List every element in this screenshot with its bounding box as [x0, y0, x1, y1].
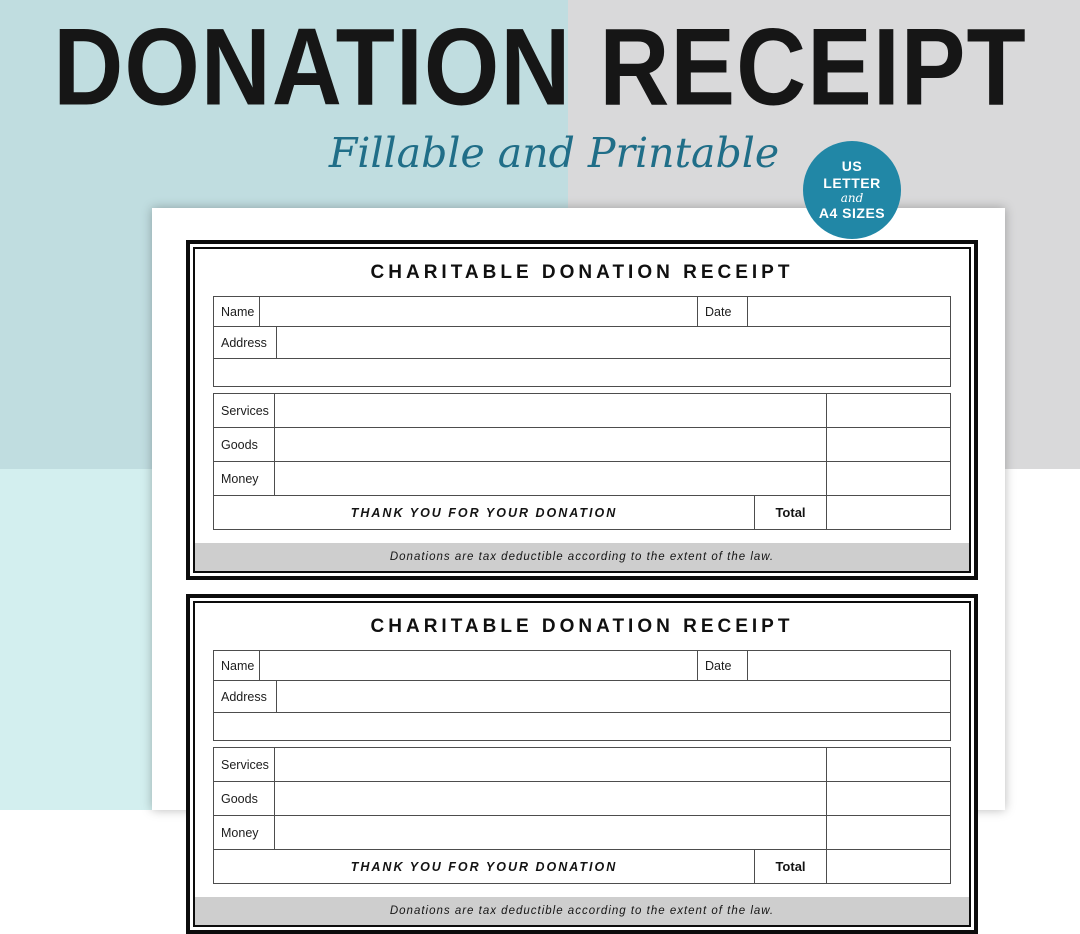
name-address-table: [213, 650, 951, 741]
total-amount-input[interactable]: [826, 496, 950, 529]
page-subtitle: Fillable and Printable: [328, 129, 780, 177]
goods-amount-input[interactable]: [826, 782, 950, 815]
address-input[interactable]: [276, 681, 950, 712]
money-input[interactable]: [274, 462, 826, 495]
name-label: Name: [221, 658, 255, 673]
date-input[interactable]: [747, 297, 950, 326]
total-row: [214, 495, 950, 529]
address-row-2: [214, 712, 950, 740]
money-label: Money: [221, 825, 259, 840]
name-date-row: [214, 651, 950, 680]
name-address-table: [213, 296, 951, 387]
date-input[interactable]: [747, 651, 950, 680]
name-label: Name: [221, 304, 255, 319]
total-label: Total: [754, 496, 826, 529]
money-amount-input[interactable]: [826, 462, 950, 495]
services-input[interactable]: [274, 748, 826, 781]
name-date-row: [214, 297, 950, 326]
goods-label: Goods: [221, 791, 258, 806]
thank-you-message: THANK YOU FOR YOUR DONATION: [350, 859, 618, 874]
address-row: [214, 326, 950, 358]
total-row: [214, 849, 950, 883]
address-input-line-2[interactable]: [214, 713, 950, 740]
services-input[interactable]: [274, 394, 826, 427]
page-title: DONATION RECEIPT: [53, 5, 1027, 129]
services-amount-input[interactable]: [826, 394, 950, 427]
name-input[interactable]: [259, 651, 697, 680]
goods-row: [214, 427, 950, 461]
badge-line-a4: A4 SIZES: [818, 204, 886, 221]
receipt-heading: CHARITABLE DONATION RECEIPT: [370, 616, 794, 637]
goods-label: Goods: [221, 437, 258, 452]
money-input[interactable]: [274, 816, 826, 849]
thank-you-message: THANK YOU FOR YOUR DONATION: [350, 505, 618, 520]
total-amount-input[interactable]: [826, 850, 950, 883]
receipt-sheet: [152, 208, 1005, 917]
goods-input[interactable]: [274, 782, 826, 815]
receipt-card-2-inner: [193, 601, 971, 927]
goods-amount-input[interactable]: [826, 428, 950, 461]
address-label: Address: [221, 689, 267, 704]
badge-line-letter: LETTER: [823, 175, 881, 191]
money-amount-input[interactable]: [826, 816, 950, 849]
date-label: Date: [697, 651, 747, 680]
tax-deductible-note: Donations are tax deductible according to the extent of the law.: [195, 897, 969, 925]
badge-line-and: and: [840, 190, 864, 205]
total-label: Total: [754, 850, 826, 883]
badge-line-us: US: [841, 158, 863, 175]
receipt-heading: CHARITABLE DONATION RECEIPT: [370, 262, 794, 283]
services-row: [214, 748, 950, 781]
services-label: Services: [221, 757, 269, 772]
services-amount-input[interactable]: [826, 748, 950, 781]
date-label: Date: [697, 297, 747, 326]
money-row: [214, 815, 950, 849]
goods-row: [214, 781, 950, 815]
items-table: [213, 393, 951, 530]
address-row: [214, 680, 950, 712]
tax-deductible-note: Donations are tax deductible according to the extent of the law.: [195, 543, 969, 571]
money-label: Money: [221, 471, 259, 486]
items-table: [213, 747, 951, 884]
address-input[interactable]: [276, 327, 950, 358]
money-row: [214, 461, 950, 495]
address-label: Address: [221, 335, 267, 350]
size-badge: [803, 141, 901, 239]
receipt-card-2: [186, 594, 978, 934]
services-row: [214, 394, 950, 427]
address-input-line-2[interactable]: [214, 359, 950, 386]
services-label: Services: [221, 403, 269, 418]
receipt-card-1-inner: [193, 247, 971, 573]
name-input[interactable]: [259, 297, 697, 326]
goods-input[interactable]: [274, 428, 826, 461]
address-row-2: [214, 358, 950, 386]
receipt-card-1: [186, 240, 978, 580]
